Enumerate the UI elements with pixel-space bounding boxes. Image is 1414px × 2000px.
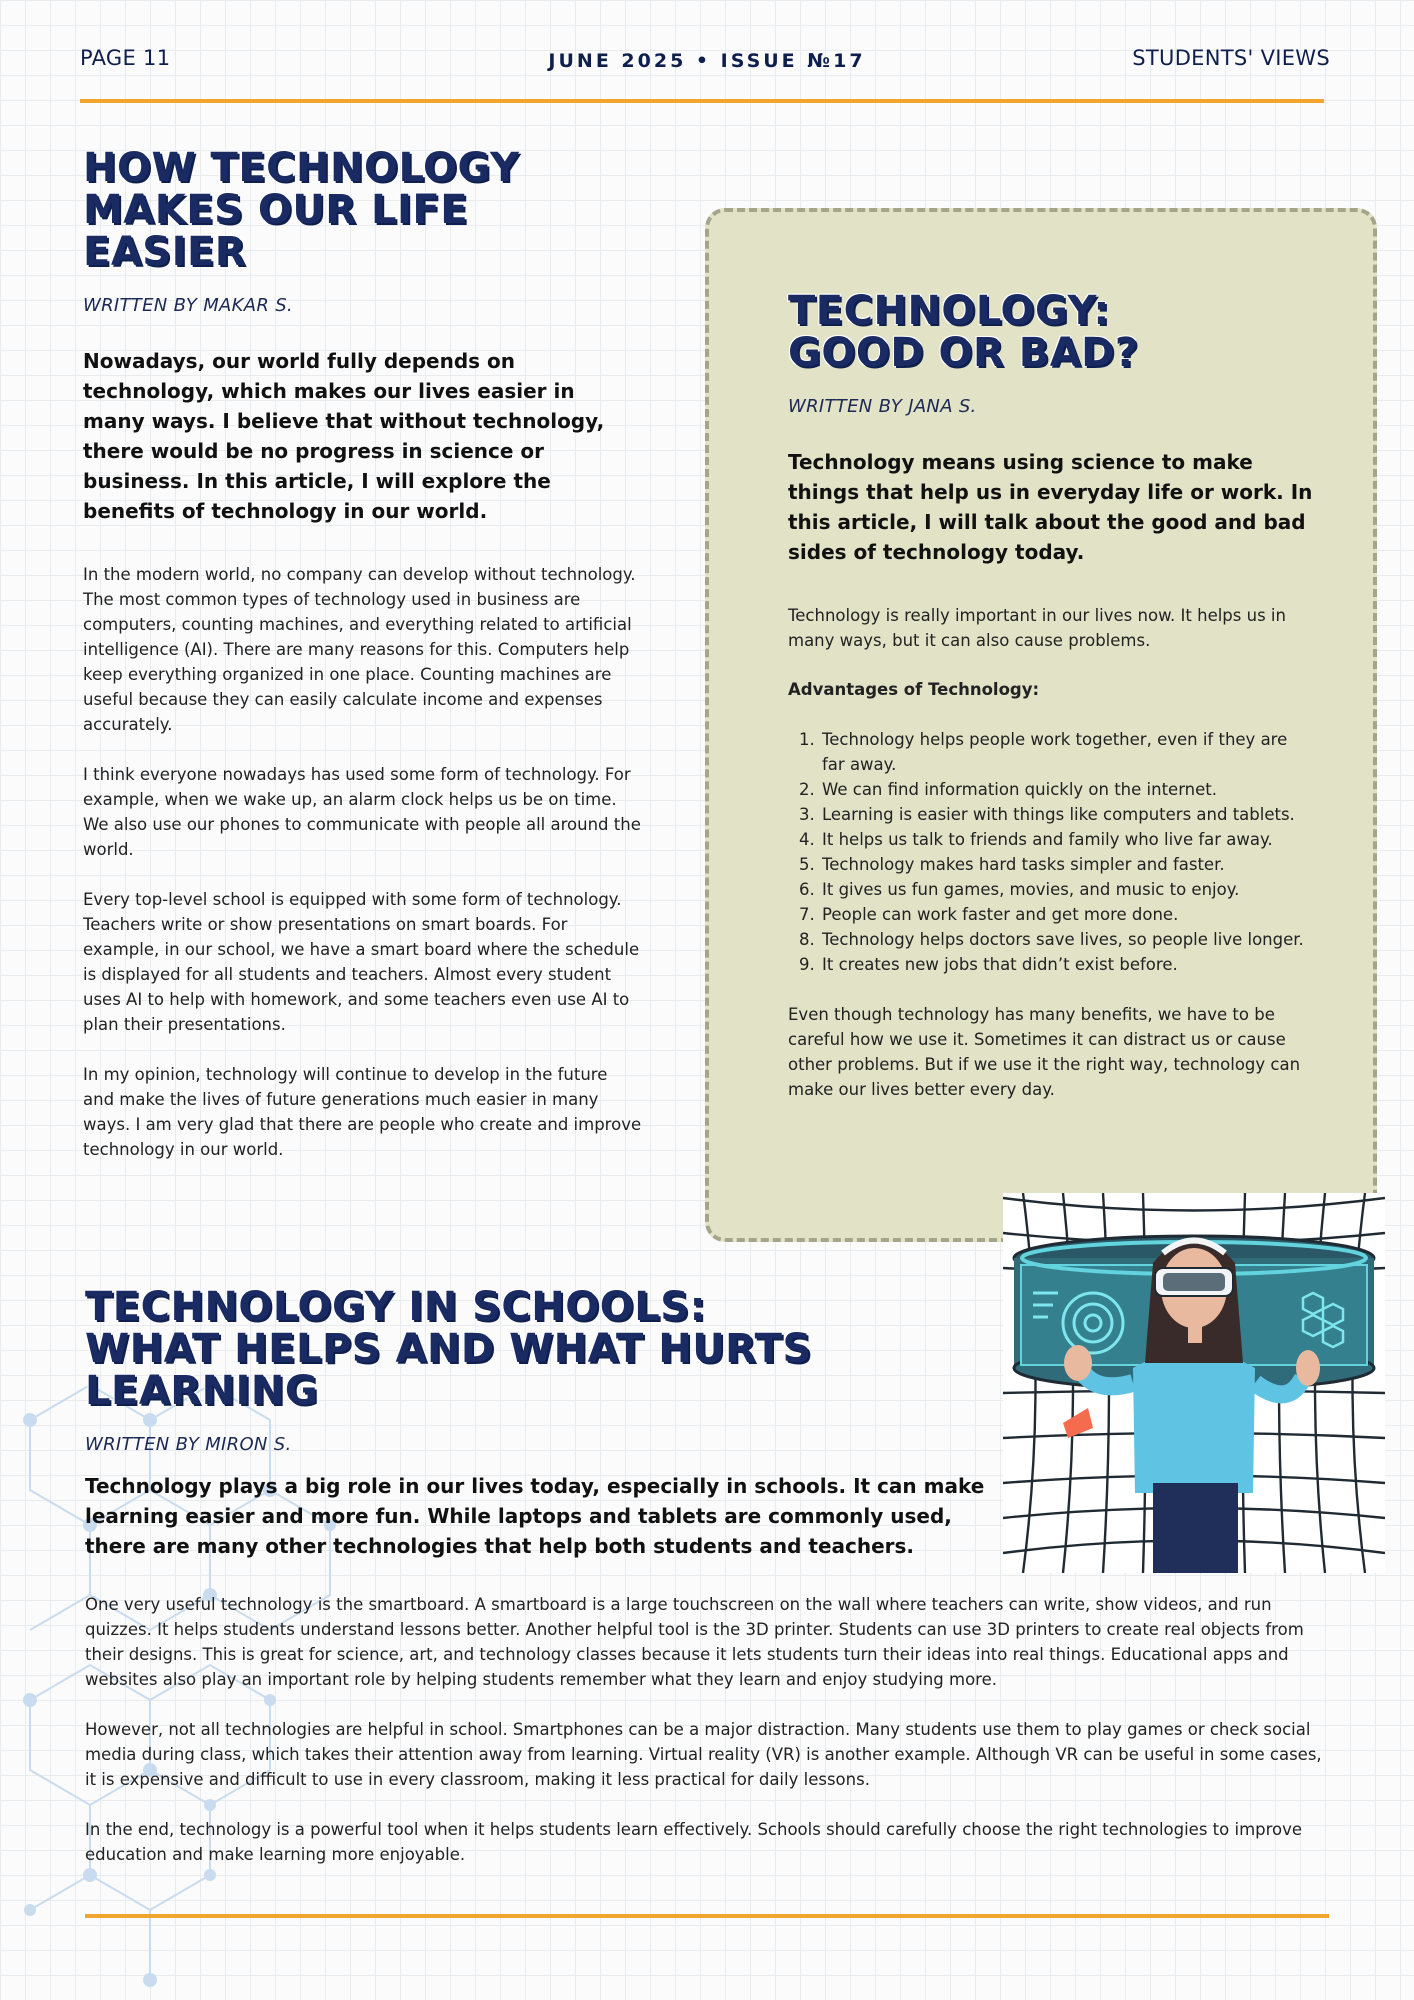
advantage-item: 8. Technology helps doctors save lives, so people live longer. [820,927,1313,952]
article-2-lead: Technology means using science to make things that help us in everyday life or work. In this article, I will talk about the good and bad sides of technology today. [788,450,1313,564]
advantage-item: 1. Technology helps people work together, even if they are far away. [820,727,1313,777]
article-3-lead: Technology plays a big role in our lives today, especially in schools. It can make learning easier and more fun. While laptops and tablets are commonly used, there are many other technologies that help both students and teachers. [85,1474,985,1558]
article-3-title-line-2: WHAT HELPS AND WHAT HURTS [85,1326,812,1372]
article-1-paragraph-4: In my opinion, technology will continue to develop in the future and make the lives of future generations much easier in many ways. I am very glad that there are people who create and improve technology in our world. [83,1065,642,1159]
advantage-item: 3. Learning is easier with things like computers and tablets. [820,802,1313,827]
article-2-title-line-1: TECHNOLOGY: [788,288,1110,334]
article-3-paragraph-1: One very useful technology is the smartboard. A smartboard is a large touchscreen on the wall where teachers can write, show videos, and run quizzes. It helps students understand lessons better. Another helpful tool is the 3D printer. Students can use 3D printers to create real objects from their designs. This is great for science, art, and technology classes because it lets students turn their ideas into real things. Educational apps and websites also play an important role by helping students remember what they learn and enjoy studying more. [85,1595,1304,1689]
article-1-byline: WRITTEN BY MAKAR S. [83,295,293,316]
advantage-item: 4. It helps us talk to friends and family who live far away. [820,827,1313,852]
advantage-item: 5. Technology makes hard tasks simpler and faster. [820,852,1313,877]
footer-rule [85,1914,1329,1918]
article-3-body [85,1592,1335,1867]
article-2-intro: Technology is really important in our lives now. It helps us in many ways, but it can also cause problems. [788,606,1286,650]
advantage-item: 7. People can work faster and get more done. [820,902,1313,927]
advantages-heading: Advantages of Technology: [788,680,1040,699]
article-2-conclusion: Even though technology has many benefits, we have to be careful how we use it. Sometimes it can distract us or cause other problems. But if we use it the right way, technology can make our lives better every day. [788,1005,1301,1099]
advantage-item: 6. It gives us fun games, movies, and music to enjoy. [820,877,1313,902]
article-3-title-line-3: LEARNING [85,1368,319,1414]
page-number: PAGE 11 [80,46,171,70]
header-rule [80,99,1324,103]
article-2 [788,290,1313,1102]
article-2-title-line-2: GOOD OR BAD? [788,330,1139,376]
article-3-byline: WRITTEN BY MIRON S. [85,1434,292,1455]
article-1-lead: Nowadays, our world fully depends on technology, which makes our lives easier in many ways. I believe that without technology, there would be no progress in science or business. In this article, I will explore the benefits of technology in our world. [83,349,605,523]
article-3-title-line-1: TECHNOLOGY IN SCHOOLS: [85,1284,707,1330]
advantage-item: 9. It creates new jobs that didn’t exist before. [820,952,1313,977]
article-3-paragraph-3: In the end, technology is a powerful tool when it helps students learn effectively. Schools should carefully choose the right technologies to improve education and make learning more enjoyable. [85,1820,1303,1864]
article-1-title: HOW TECHNOLOGY MAKES OUR LIFE EASIER [83,145,520,275]
article-1 [83,147,643,1162]
article-1-paragraph-2: I think everyone nowadays has used some form of technology. For example, when we wake up, an alarm clock helps us be on time. We also use our phones to communicate with people all around the world. [83,765,641,859]
article-1-paragraph-1: In the modern world, no company can develop without technology. The most common types of technology used in business are computers, counting machines, and everything related to artificial intelligence (AI). There are many reasons for this. Computers help keep everything organized in one place. Counting machines are useful because they can easily calculate income and expenses accurately. [83,565,636,734]
issue-date: JUNE 2025 • ISSUE №17 [548,50,866,72]
article-3 [85,1286,1025,1561]
advantage-item: 2. We can find information quickly on the internet. [820,777,1313,802]
article-3-paragraph-2: However, not all technologies are helpful in school. Smartphones can be a major distraction. Many students use them to play games or check social media during class, which takes their attention away from learning. Virtual reality (VR) is another example. Although VR can be useful in some cases, it is expensive and difficult to use in every classroom, making it less practical for daily lessons. [85,1720,1322,1789]
article-1-paragraph-3: Every top-level school is equipped with some form of technology. Teachers write or show presentations on smart boards. For example, in our school, we have a smart board where the schedule is displayed for all students and teachers. Almost every student uses AI to help with homework, and some teachers even use AI to plan their presentations. [83,890,640,1034]
article-2-byline: WRITTEN BY JANA S. [788,396,977,417]
vr-woman-illustration [1003,1193,1385,1573]
section-title: STUDENTS' VIEWS [1132,46,1330,70]
advantages-list [788,727,1313,977]
